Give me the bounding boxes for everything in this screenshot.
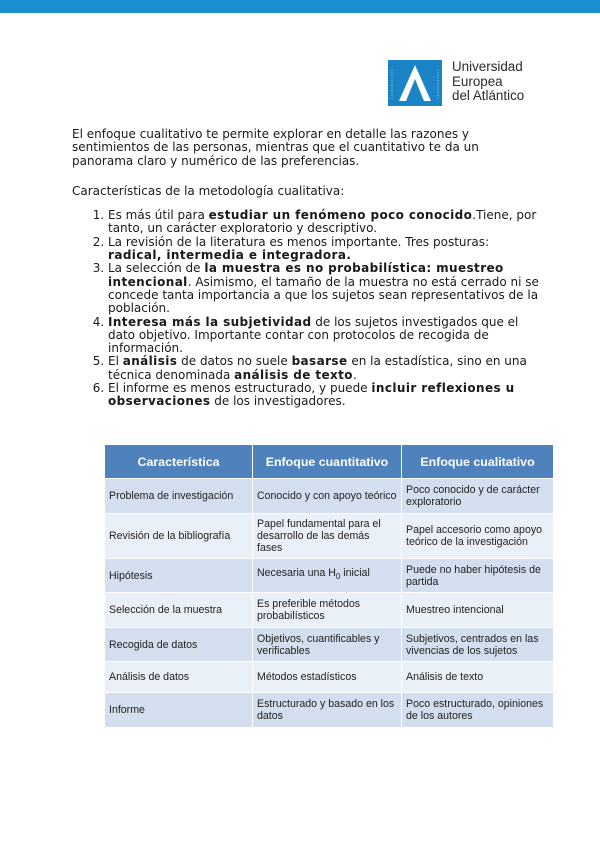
table-cell: Papel fundamental para el desarrollo de las demás fases [253, 514, 402, 559]
list-item: 3. La selección de la muestra es no probabilística: muestreo intencional. Asimismo, el tamaño de la muestra no está cerrado ni se concede tanta importancia a que los sujetos sean representativos de la población. [108, 262, 542, 315]
table-row [105, 593, 554, 628]
list-item: 2. La revisión de la literatura es menos importante. Tres posturas: radical, intermedia e integradora. [108, 236, 542, 263]
table-cell: Muestreo intencional [402, 593, 554, 628]
table-row [105, 662, 554, 693]
logo-mark-icon [388, 60, 442, 106]
logo-line-1: Universidad [452, 59, 523, 74]
table-row [105, 514, 554, 559]
table-cell: Subjetivos, centrados en las vivencias de los sujetos [402, 628, 554, 662]
table-cell: Conocido y con apoyo teórico [253, 479, 402, 514]
table-cell: Selección de la muestra [105, 593, 253, 628]
logo-line-3: del Atlántico [452, 88, 525, 104]
logo-line-2: Europea [452, 73, 503, 89]
table-cell: Poco estructurado, opiniones de los autores [402, 693, 554, 728]
table-cell: Objetivos, cuantificables y verificables [253, 628, 402, 662]
table-cell: Necesaria una $H_0$ inicial [253, 559, 402, 593]
table-cell: Análisis de texto [402, 662, 554, 693]
table-row [105, 693, 554, 728]
table-cell: Recogida de datos [105, 628, 253, 662]
list-item: 4. Interesa más la subjetividad de los sujetos investigados que el dato objetivo. Importante contar con protocolos de recogida de información. [108, 316, 542, 356]
table-cell: Estructurado y basado en los datos [253, 693, 402, 728]
table-cell: Análisis de datos [105, 662, 253, 693]
table-cell: Poco conocido y de carácter exploratorio [402, 479, 554, 514]
header-qualitative: Enfoque cualitativo [402, 445, 554, 479]
table-header-row [105, 445, 554, 479]
table-cell: Revisión de la bibliografía [105, 514, 253, 559]
characteristics-list [72, 209, 542, 408]
comparison-table-wrapper [104, 444, 553, 728]
section-heading: Características de la metodología cualitativa: [72, 183, 345, 198]
table-row [105, 559, 554, 593]
list-item: 1. Es más útil para estudiar un fenómeno poco conocido.Tiene, por tanto, un carácter exploratorio y descriptivo. [108, 209, 542, 236]
list-item: 5. El análisis de datos no suele basarse en la estadística, sino en una técnica denominada análisis de texto. [108, 355, 542, 382]
table-cell: Informe [105, 693, 253, 728]
table-row [105, 479, 554, 514]
table-cell: Métodos estadísticos [253, 662, 402, 693]
top-accent-bar [0, 0, 600, 13]
university-logo [388, 60, 538, 106]
intro-paragraph: El enfoque cualitativo te permite explorar en detalle las razones y sentimientos de las personas, mientras que el cuantitativo te da un panorama claro y numérico de las preferencias. [72, 127, 479, 168]
table-cell: Puede no haber hipótesis de partida [402, 559, 554, 593]
list-item: 6. El informe es menos estructurado, y puede incluir reflexiones u observaciones de los investigadores. [108, 382, 542, 409]
table-row [105, 628, 554, 662]
header-quantitative: Enfoque cuantitativo [253, 445, 402, 479]
document-body [72, 128, 542, 409]
comparison-table [104, 444, 554, 728]
table-cell: Hipótesis [105, 559, 253, 593]
table-cell: Papel accesorio como apoyo teórico de la investigación [402, 514, 554, 559]
table-cell: Problema de investigación [105, 479, 253, 514]
table-cell: Es preferible métodos probabilísticos [253, 593, 402, 628]
logo-wordmark [452, 60, 524, 104]
header-characteristic: Característica [105, 445, 253, 479]
